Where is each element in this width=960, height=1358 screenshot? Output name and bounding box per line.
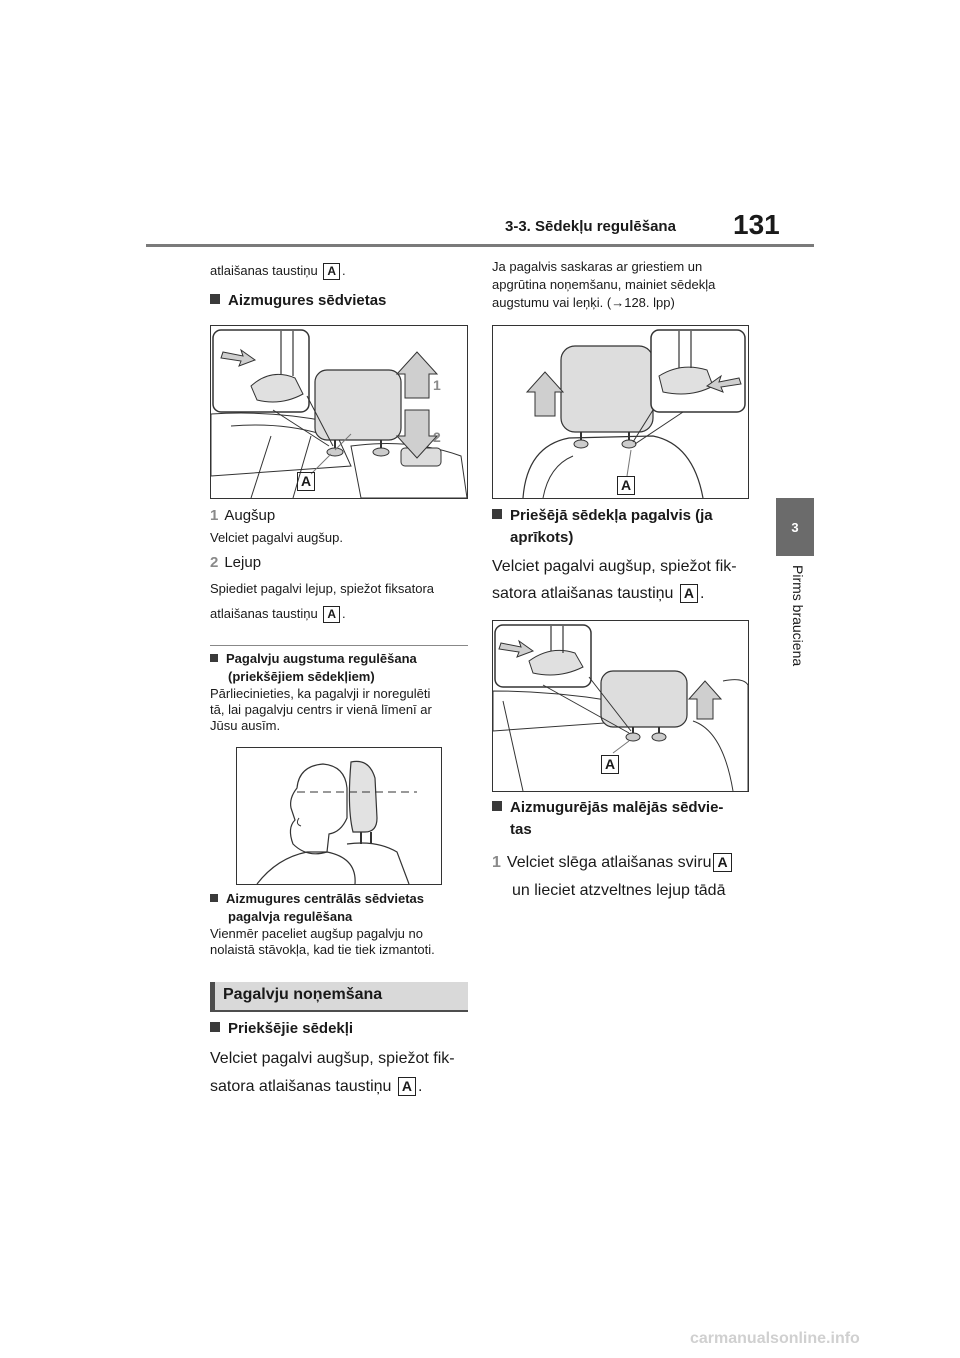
head-alignment-illustration: [237, 748, 441, 884]
fig1-step2-label: 2: [433, 429, 441, 445]
note-divider: [210, 645, 468, 646]
bullet-square-icon: [492, 509, 502, 519]
figure-rear-headrest: [210, 325, 468, 499]
outer-step-1: 1 Velciet slēga atlaišanas sviru A: [492, 852, 734, 874]
rear-seats-heading: Aizmugures sēdvietas: [210, 290, 386, 311]
chapter-tab: [776, 498, 814, 556]
bullet-square-icon: [210, 1022, 220, 1032]
step1-desc: Velciet pagalvi augšup.: [210, 530, 343, 545]
ceiling-removal-illustration: [493, 326, 748, 498]
step2-desc-1: Spiediet pagalvi lejup, spiežot fiksatora: [210, 581, 435, 596]
step2-line: 2 Lejup: [210, 554, 262, 571]
section-title: Pagalvju noņemšana: [210, 982, 468, 1012]
key-a-label: A: [323, 263, 340, 280]
front-text-1: Velciet pagalvi augšup, spiežot fik-: [210, 1050, 455, 1067]
watermark: carmanualsonline.info: [690, 1330, 860, 1347]
intro-line: atlaišanas taustiņu A .: [210, 263, 346, 278]
figure-head-alignment: [236, 747, 442, 885]
bullet-square-icon: [492, 801, 502, 811]
page-number: 131: [733, 209, 780, 240]
bullet-square-icon: [210, 894, 218, 902]
note2-text: Vienmēr paceliet augšup pagalvju no nolaistā stāvokļa, kad tie tiek izmantoti.: [210, 926, 435, 957]
figR2-key-a-label: A: [601, 755, 619, 774]
step2-desc-2: atlaišanas taustiņu A .: [210, 606, 346, 621]
running-header: 3-3. Sēdekļu regulēšana: [505, 218, 676, 235]
passenger-text-2: satora atlaišanas taustiņu A .: [492, 585, 705, 602]
figure-ceiling-removal: [492, 325, 749, 499]
outer-step-2: un lieciet atzveltnes lejup tādā: [512, 882, 726, 899]
rear-outer-removal-illustration: [493, 621, 748, 791]
bullet-square-icon: [210, 654, 218, 662]
passenger-text-1: Velciet pagalvi augšup, spiežot fik-: [492, 558, 737, 575]
figR1-key-a-label: A: [617, 476, 635, 495]
figure-rear-outer-removal: [492, 620, 749, 792]
right-intro: Ja pagalvis saskaras ar griestiem un apgrūtina noņemšanu, mainiet sēdekļa augstumu vai leņķi. (→128. lpp): [492, 259, 716, 310]
fig1-step1-label: 1: [433, 377, 441, 393]
front-text-2: satora atlaišanas taustiņu A .: [210, 1078, 423, 1095]
front-seats-heading: Priekšējie sēdekļi: [210, 1018, 353, 1039]
note1-heading: Pagalvju augstuma regulēšana (priekšējiem sēdekļiem): [210, 650, 417, 686]
passenger-heading: Priešējā sēdekļa pagalvis (ja aprīkots): [492, 505, 713, 549]
header-rule: [146, 244, 814, 247]
note2-heading: Aizmugures centrālās sēdvietas pagalvja regulēšana: [210, 890, 424, 926]
outer-seats-heading: Aizmugurējās malējās sēdvie- tas: [492, 797, 723, 841]
chapter-title: Pirms brauciena: [790, 565, 806, 667]
step1-line: 1 Augšup: [210, 507, 276, 524]
bullet-square-icon: [210, 294, 220, 304]
fig1-key-a-label: A: [297, 472, 315, 491]
note1-text: Pārliecinieties, ka pagalvji ir noregulēti tā, lai pagalvju centrs ir vienā līmenī ar Jūsu ausīm.: [210, 686, 432, 733]
rear-headrest-illustration: [211, 326, 467, 498]
chapter-number: 3: [791, 519, 799, 535]
